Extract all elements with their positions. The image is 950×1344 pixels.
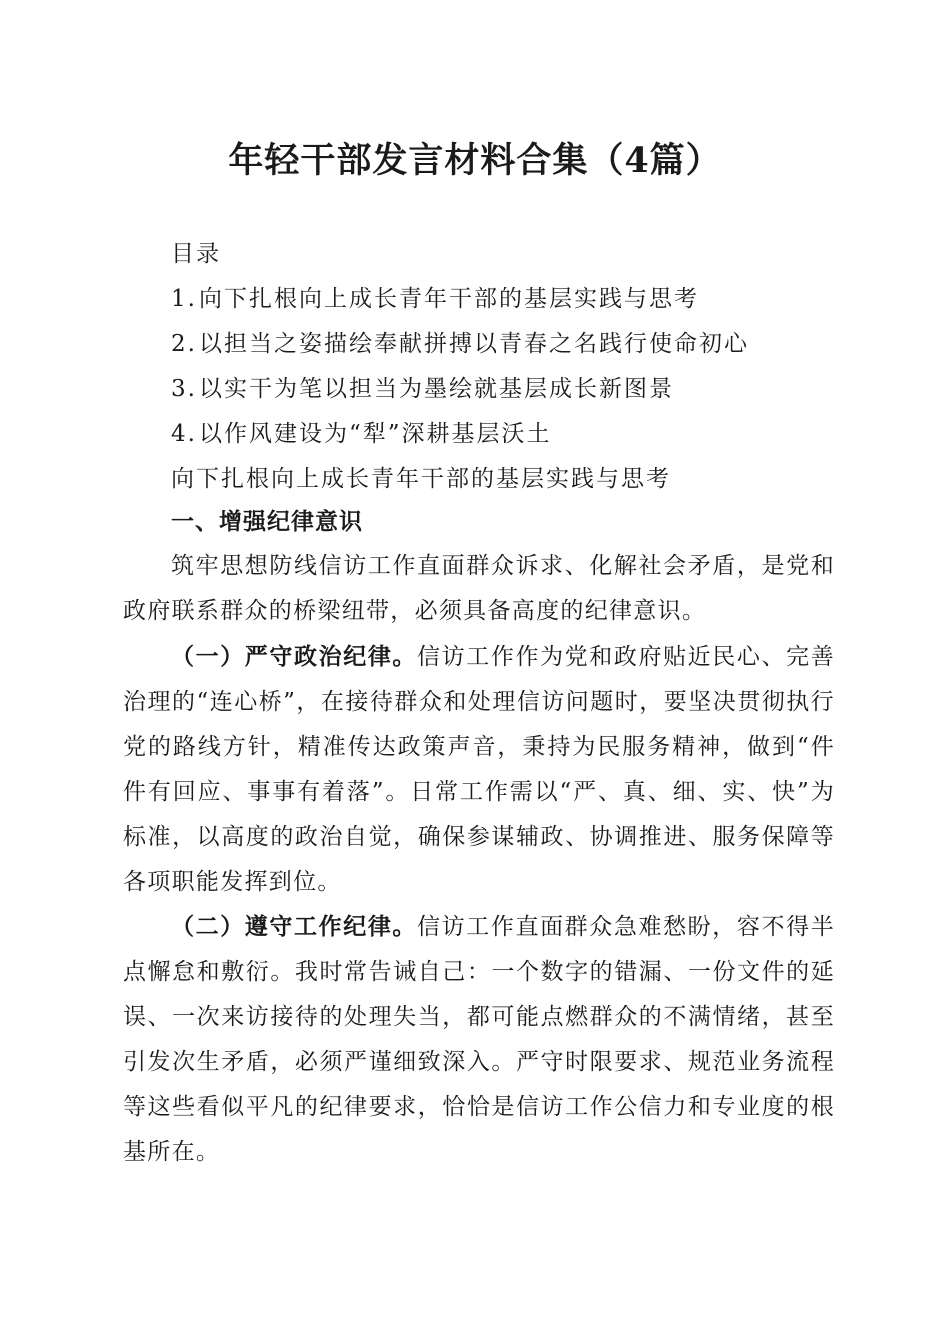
toc-item-number: 4. xyxy=(171,421,197,447)
section-heading: 一、增强纪律意识 xyxy=(171,509,363,535)
toc-item xyxy=(171,412,871,457)
toc-item-number: 3. xyxy=(171,376,197,402)
toc-item-text: 向下扎根向上成长青年干部的基层实践与思考 xyxy=(198,286,699,312)
paragraph-lead: （一）严守政治纪律。 xyxy=(171,643,418,670)
paragraph-work-discipline xyxy=(123,904,835,1175)
document-title: 年轻干部发言材料合集（4篇） xyxy=(228,140,722,181)
paragraph-text: 信访工作作为党和政府贴近民心、完善治理的“连心桥”，在接待群众和处理信访问题时，要坚决贯彻执行党的路线方针，精准传达政策声音，秉持为民服务精神，做到“件件有回应、事事有着落”。日常工作需以“严、真、细、实、快”为标准，以高度的政治自觉，确保参谋辅政、协调推进、服务保障等各项职能发挥到位。 xyxy=(123,644,836,895)
paragraph-text: 信访工作直面群众急难愁盼，容不得半点懈怠和敷衍。我时常告诫自己：一个数字的错漏、一份文件的延误、一次来访接待的处理失当，都可能点燃群众的不满情绪，甚至引发次生矛盾，必须严谨细致深入。严守时限要求、规范业务流程等这些看似平凡的纪律要求，恰恰是信访工作公信力和专业度的根基所在。 xyxy=(123,914,836,1165)
toc-item xyxy=(171,277,871,322)
toc-item-text: 以实干为笔以担当为墨绘就基层成长新图景 xyxy=(198,376,674,402)
toc-item xyxy=(171,367,871,412)
paragraph-lead: （二）遵守工作纪律。 xyxy=(171,913,418,940)
table-of-contents xyxy=(171,232,871,502)
toc-item xyxy=(171,322,871,367)
toc-item-text: 以作风建设为“犁”深耕基层沃土 xyxy=(198,421,552,447)
toc-label: 目录 xyxy=(171,241,221,267)
article-title: 向下扎根向上成长青年干部的基层实践与思考 xyxy=(171,466,671,492)
toc-item-number: 1. xyxy=(171,286,197,312)
toc-item-text: 以担当之姿描绘奉献拼搏以青春之名践行使命初心 xyxy=(198,331,749,357)
section-intro-paragraph: 筑牢思想防线信访工作直面群众诉求、化解社会矛盾，是党和政府联系群众的桥梁纽带，必须具备高度的纪律意识。 xyxy=(123,553,835,624)
paragraph-political-discipline xyxy=(123,634,835,905)
toc-item-number: 2. xyxy=(171,331,197,357)
